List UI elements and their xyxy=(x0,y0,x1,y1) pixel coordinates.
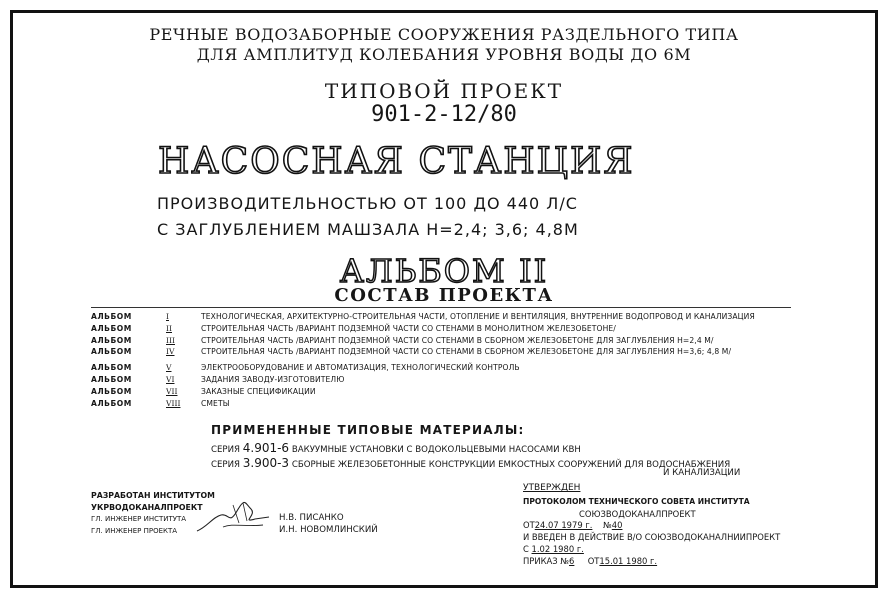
album-description: СТРОИТЕЛЬНАЯ ЧАСТЬ /ВАРИАНТ ПОДЗЕМНОЙ ЧАСТИ СО СТЕНАМИ В СБОРНОМ ЖЕЛЕЗОБЕТОНЕ ДЛЯ ЗАГЛУБЛЕНИЯ Н=3,6; 4,8 М/ xyxy=(201,347,732,357)
project-type: ТИПОВОЙ ПРОЕКТ xyxy=(324,79,564,103)
album-row xyxy=(91,346,851,358)
heading-line-2: ДЛЯ АМПЛИТУД КОЛЕБАНИЯ УРОВНЯ ВОДЫ ДО 6М xyxy=(196,45,692,64)
approval-order-prefix: ПРИКАЗ № xyxy=(523,556,570,566)
capacity-to: 440 xyxy=(506,194,541,213)
approval-order-number: 6 xyxy=(569,556,575,566)
album-description: ЭЛЕКТРООБОРУДОВАНИЕ И АВТОМАТИЗАЦИЯ, ТЕХНОЛОГИЧЕСКИЙ КОНТРОЛЬ xyxy=(201,363,520,373)
signature xyxy=(193,497,273,537)
project-number: 901-2-12/80 xyxy=(371,102,517,127)
name-chief-engineer-project: И.Н. НОВОМЛИНСКИЙ xyxy=(279,525,378,535)
series-2-description: СБОРНЫЕ ЖЕЛЕЗОБЕТОННЫЕ КОНСТРУКЦИИ ЕМКОСТНЫХ СООРУЖЕНИЙ ДЛЯ ВОДОСНАБЖЕНИЯ xyxy=(291,460,731,470)
approval-order-date-prefix: ОТ xyxy=(587,556,600,566)
album-row xyxy=(91,335,851,347)
album-label: АЛЬБОМ xyxy=(91,363,132,373)
series-2-continuation: И КАНАЛИЗАЦИИ xyxy=(663,468,741,478)
chief-engineer-institute-role: ГЛ. ИНЖЕНЕР ИНСТИТУТА xyxy=(91,515,187,523)
materials-title: ПРИМЕНЕННЫЕ ТИПОВЫЕ МАТЕРИАЛЫ: xyxy=(211,423,525,437)
album-description: СТРОИТЕЛЬНАЯ ЧАСТЬ /ВАРИАНТ ПОДЗЕМНОЙ ЧАСТИ СО СТЕНАМИ В СБОРНОМ ЖЕЛЕЗОБЕТОНЕ ДЛЯ ЗАГЛУБЛЕНИЯ Н=2,4 М/ xyxy=(201,335,714,345)
album-title: АЛЬБОМ II xyxy=(339,252,549,290)
capacity-from-word: ОТ xyxy=(403,194,428,213)
album-number: II xyxy=(166,323,172,333)
album-label: АЛЬБОМ xyxy=(91,323,132,333)
album-label: АЛЬБОМ xyxy=(91,374,132,384)
heading-line-1: РЕЧНЫЕ ВОДОЗАБОРНЫЕ СООРУЖЕНИЯ РАЗДЕЛЬНОГО ТИПА xyxy=(149,25,739,44)
approval-order-line xyxy=(523,556,657,566)
album-description: ТЕХНОЛОГИЧЕСКАЯ, АРХИТЕКТУРНО-СТРОИТЕЛЬНАЯ ЧАСТИ, ОТОПЛЕНИЕ И ВЕНТИЛЯЦИЯ, ВНУТРЕННИЕ ВОДОПРОВОД И КАНАЛИЗАЦИЯ xyxy=(201,312,755,321)
album-label: АЛЬБОМ xyxy=(91,386,132,396)
album-row xyxy=(91,374,851,386)
developer-line: РАЗРАБОТАН ИНСТИТУТОМ xyxy=(91,491,215,500)
album-number: VIII xyxy=(166,398,181,408)
album-number: V xyxy=(166,363,172,373)
series-1-description: ВАКУУМНЫЕ УСТАНОВКИ С ВОДОКОЛЬЦЕВЫМИ НАСОСАМИ КВН xyxy=(291,445,581,455)
approval-number: 40 xyxy=(611,520,623,530)
album-number: IV xyxy=(166,347,175,357)
album-description: СТРОИТЕЛЬНАЯ ЧАСТЬ /ВАРИАНТ ПОДЗЕМНОЙ ЧАСТИ СО СТЕНАМИ В МОНОЛИТНОМ ЖЕЛЕЗОБЕТОНЕ/ xyxy=(201,323,616,333)
capacity-from: 100 xyxy=(433,194,468,213)
approval-from-line xyxy=(523,544,584,554)
series-2 xyxy=(211,456,730,470)
developer-institute: УКРВОДОКАНАЛПРОЕКТ xyxy=(91,503,203,512)
name-chief-engineer-institute: Н.В. ПИСАНКО xyxy=(279,513,344,523)
capacity-line xyxy=(157,194,578,213)
album-row xyxy=(91,323,851,335)
album-description: СМЕТЫ xyxy=(201,398,230,408)
album-label: АЛЬБОМ xyxy=(91,335,132,345)
approval-line: ПРОТОКОЛОМ ТЕХНИЧЕСКОГО СОВЕТА ИНСТИТУТА xyxy=(523,497,750,506)
approval-enacted: И ВВЕДЕН В ДЕЙСТВИЕ В/О СОЮЗВОДОКАНАЛНИИПРОЕКТ xyxy=(523,532,781,542)
series-1 xyxy=(211,441,581,455)
album-label: АЛЬБОМ xyxy=(91,347,132,357)
approval-date-prefix: ОТ xyxy=(523,520,535,530)
divider-line xyxy=(91,307,791,308)
album-description: ЗАКАЗНЫЕ СПЕЦИФИКАЦИИ xyxy=(201,386,316,396)
album-row xyxy=(91,398,851,410)
station-title: НАСОСНАЯ СТАНЦИЯ xyxy=(158,141,635,182)
series-1-prefix: СЕРИЯ xyxy=(211,445,241,455)
series-2-number: 3.900-3 xyxy=(242,456,290,470)
series-1-number: 4.901-6 xyxy=(242,441,290,455)
album-row xyxy=(91,386,851,398)
albums-list xyxy=(91,311,851,409)
album-number: III xyxy=(166,335,175,345)
approval-title: УТВЕРЖДЕН xyxy=(523,483,581,493)
approval-from-prefix: С xyxy=(523,544,529,554)
series-2-prefix: СЕРИЯ xyxy=(211,460,241,470)
depth-line: С ЗАГЛУБЛЕНИЕМ МАШЗАЛА Н=2,4; 3,6; 4,8М xyxy=(157,220,579,239)
composition-title: СОСТАВ ПРОЕКТА xyxy=(334,285,554,306)
approval-order-date: 15.01 1980 г. xyxy=(599,556,658,566)
approval-date: 24.07 1979 г. xyxy=(534,520,593,530)
approval-date-line xyxy=(523,520,622,530)
approval-from-date: 1.02 1980 г. xyxy=(531,544,584,554)
approval-number-prefix: № xyxy=(603,520,612,530)
approval-organization: СОЮЗВОДОКАНАЛПРОЕКТ xyxy=(579,509,696,519)
album-label: АЛЬБОМ xyxy=(91,312,132,321)
document-frame xyxy=(10,10,878,588)
album-label: АЛЬБОМ xyxy=(91,398,132,408)
album-description: ЗАДАНИЯ ЗАВОДУ-ИЗГОТОВИТЕЛЮ xyxy=(201,374,345,384)
album-number: VII xyxy=(166,386,178,396)
capacity-unit: Л/С xyxy=(546,194,578,213)
album-row xyxy=(91,311,851,323)
capacity-to-word: ДО xyxy=(473,194,501,213)
chief-engineer-project-role: ГЛ. ИНЖЕНЕР ПРОЕКТА xyxy=(91,527,178,535)
album-number: I xyxy=(166,312,169,321)
album-number: VI xyxy=(166,374,175,384)
capacity-prefix: ПРОИЗВОДИТЕЛЬНОСТЬЮ xyxy=(157,194,398,213)
album-row xyxy=(91,362,851,374)
